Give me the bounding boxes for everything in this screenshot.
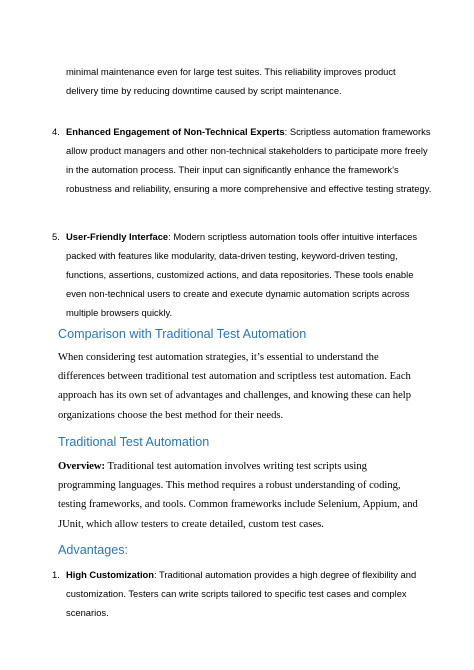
list-item-text: : Modern scriptless automation tools offer intuitive interfaces packed with features like modularity, data-driven testing, keyword-driven testing, functions, assertions, customized actions, and data repositories. These tools enable even non-technical users to create and execute dynamic automation scripts across multiple browsers quickly. [66,231,418,318]
list-item-title: User-Friendly Interface [66,231,169,242]
list-item-text: : Scriptless automation frameworks allow product managers and other non-technical stakeholders to participate more freely in the automation process. Their input can significantly enhance the framework’s robustness and reliability, ensuring a more comprehensive and effective testing strategy. [66,126,432,194]
overview-label: Overview: [58,461,106,472]
overview-text: Traditional test automation involves writing test scripts using programming languages. This method requires a robust understanding of coding, testing frameworks, and tools. Common frameworks include Selenium, Appium, and JUnit, which allow testers to create detailed, custom test cases. [58,461,418,530]
list-number: 1. [52,569,60,580]
list-item-title: Enhanced Engagement of Non-Technical Experts [66,126,285,137]
section-heading-comparison: Comparison with Traditional Test Automation [58,327,307,341]
list-item-benefit-4 [52,122,432,198]
list-item-text: : Traditional automation provides a high degree of flexibility and customization. Testers can write scripts tailored to specific test cases and complex scenarios. [66,569,417,618]
list-item-advantage-1 [52,565,432,622]
list-item-benefit-5 [52,227,432,322]
list-number: 5. [52,231,60,242]
section-heading-traditional: Traditional Test Automation [58,435,210,449]
list-item-title: High Customization [66,569,155,580]
comparison-paragraph: When considering test automation strategies, it’s essential to understand the differences between traditional test automation and scriptless test automation. Each approach has its own set of advantages and challenges, and knowing these can help organizations choose the best method for their needs. [58,352,412,421]
continuation-paragraph: minimal maintenance even for large test suites. This reliability improves product delivery time by reducing downtime caused by script maintenance. [66,66,396,96]
list-number: 4. [52,126,60,137]
overview-paragraph [58,457,424,534]
section-heading-advantages: Advantages: [58,543,129,557]
